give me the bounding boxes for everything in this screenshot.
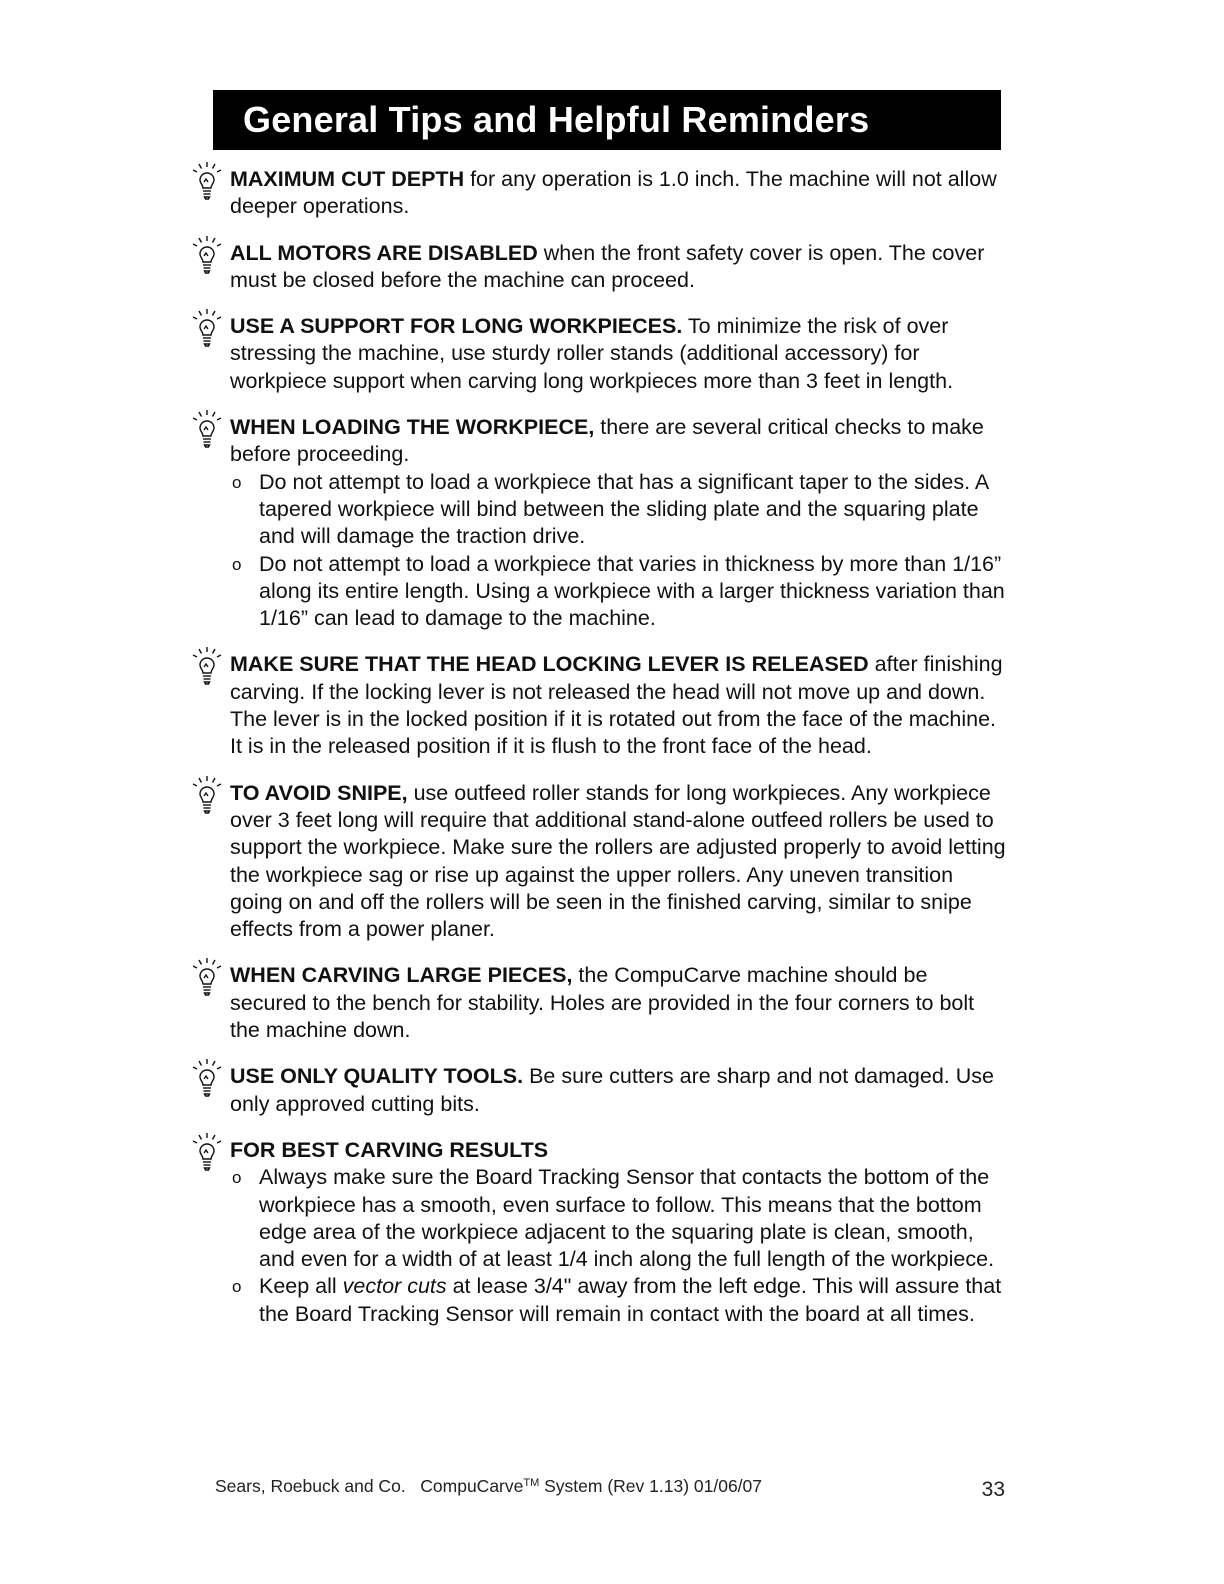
- tip-item: [188, 414, 1008, 632]
- lightbulb-icon: [188, 234, 226, 278]
- tip-heading: FOR BEST CARVING RESULTS: [230, 1137, 549, 1162]
- tip-heading: USE A SUPPORT FOR LONG WORKPIECES.: [230, 314, 683, 339]
- tip-item: [188, 313, 1008, 395]
- page-number: 33: [981, 1478, 1005, 1501]
- tip-text: Be sure cutters are sharp and not damaged. Use only approved cutting bits.: [230, 1064, 994, 1116]
- lightbulb-icon: [188, 1131, 226, 1175]
- footer-system: System (Rev 1.13) 01/06/07: [539, 1476, 763, 1496]
- list-item: [230, 1273, 1008, 1328]
- sub-item-text: Do not attempt to load a workpiece that has a significant taper to the sides. A tapered workpiece will bind between the sliding plate and the squaring plate and will damage the traction drive.: [259, 469, 989, 549]
- tip-item: [188, 962, 1008, 1044]
- tip-item: [188, 1137, 1008, 1328]
- lightbulb-icon: [188, 160, 226, 204]
- bullet-marker: o: [232, 554, 242, 574]
- list-item: [230, 469, 1008, 551]
- sub-list: [230, 1164, 1008, 1328]
- sub-list: [230, 469, 1008, 633]
- tip-heading: WHEN LOADING THE WORKPIECE,: [230, 415, 595, 440]
- bullet-marker: o: [232, 472, 242, 492]
- tip-text: when the front safety cover is open. The cover must be closed before the machine can proceed.: [230, 240, 985, 292]
- trademark-mark: TM: [523, 1477, 540, 1489]
- tip-item: [188, 1063, 1008, 1118]
- tip-item: [188, 166, 1008, 221]
- tip-item: [188, 651, 1008, 760]
- list-item: [230, 551, 1008, 633]
- tip-text: for any operation is 1.0 inch. The machine will not allow deeper operations.: [230, 167, 997, 219]
- sub-item-text: Do not attempt to load a workpiece that varies in thickness by more than 1/16” along its entire length. Using a workpiece with a larger thickness variation than 1/16” can lead to damage to the machine.: [259, 551, 1005, 631]
- lightbulb-icon: [188, 645, 226, 689]
- tip-heading: MAXIMUM CUT DEPTH: [230, 167, 465, 191]
- tip-heading: ALL MOTORS ARE DISABLED: [230, 240, 538, 265]
- lightbulb-icon: [188, 408, 226, 452]
- sub-item-text: Always make sure the Board Tracking Sensor that contacts the bottom of the workpiece has a smooth, even surface to follow. This means that the bottom edge area of the workpiece adjacent to the squaring plate is clean, smooth, and even for a width of at least 1/4 inch along the full length of the workpiece.: [259, 1165, 995, 1272]
- tips-list: [188, 166, 1008, 1347]
- lightbulb-icon: [188, 956, 226, 1000]
- footer-publisher: Sears, Roebuck and Co.: [215, 1476, 406, 1496]
- tip-heading: TO AVOID SNIPE,: [230, 780, 408, 805]
- lightbulb-icon: [188, 774, 226, 818]
- tip-item: [188, 240, 1008, 295]
- tip-heading: WHEN CARVING LARGE PIECES,: [230, 963, 573, 988]
- page-title-banner: [213, 90, 1001, 150]
- tip-item: [188, 780, 1008, 944]
- lightbulb-icon: [188, 1057, 226, 1101]
- tip-text: there are several critical checks to make before proceeding.: [230, 415, 984, 467]
- page-title: General Tips and Helpful Reminders: [243, 99, 870, 140]
- list-item: [230, 1164, 1008, 1273]
- tip-heading: USE ONLY QUALITY TOOLS.: [230, 1064, 524, 1089]
- tip-text: use outfeed roller stands for long workpieces. Any workpiece over 3 feet long will require that additional stand-alone outfeed rollers be used to support the workpiece. Make sure the rollers are adjusted properly to avoid letting the workpiece sag or rise up against the upper rollers. Any uneven transition going on and off the rollers will be seen in the finished carving, similar to snipe effects from a power planer.: [230, 780, 1006, 942]
- lightbulb-icon: [188, 307, 226, 351]
- bullet-marker: o: [232, 1277, 242, 1297]
- tip-text: after finishing carving. If the locking lever is not released the head will not move up and down. The lever is in the locked position if it is rotated out from the face of the machine. It is in the released position if it is flush to the front face of the head.: [230, 652, 1003, 759]
- tip-text: the CompuCarve machine should be secured to the bench for stability. Holes are provided in the four corners to bolt the machine down.: [230, 963, 975, 1043]
- tip-heading: MAKE SURE THAT THE HEAD LOCKING LEVER IS RELEASED: [230, 652, 869, 677]
- footer-product: CompuCarve: [420, 1476, 524, 1496]
- bullet-marker: o: [232, 1168, 242, 1188]
- sub-item-prefix: Keep all: [259, 1274, 343, 1299]
- sub-item-text: at lease 3/4" away from the left edge. This will assure that the Board Tracking Sensor will remain in contact with the board at all times.: [259, 1274, 1002, 1326]
- tip-text: To minimize the risk of over stressing the machine, use sturdy roller stands (additional accessory) for workpiece support when carving long workpieces more than 3 feet in length.: [230, 314, 954, 393]
- page-footer: [215, 1476, 1005, 1501]
- sub-item-emphasis: vector cuts: [342, 1274, 447, 1299]
